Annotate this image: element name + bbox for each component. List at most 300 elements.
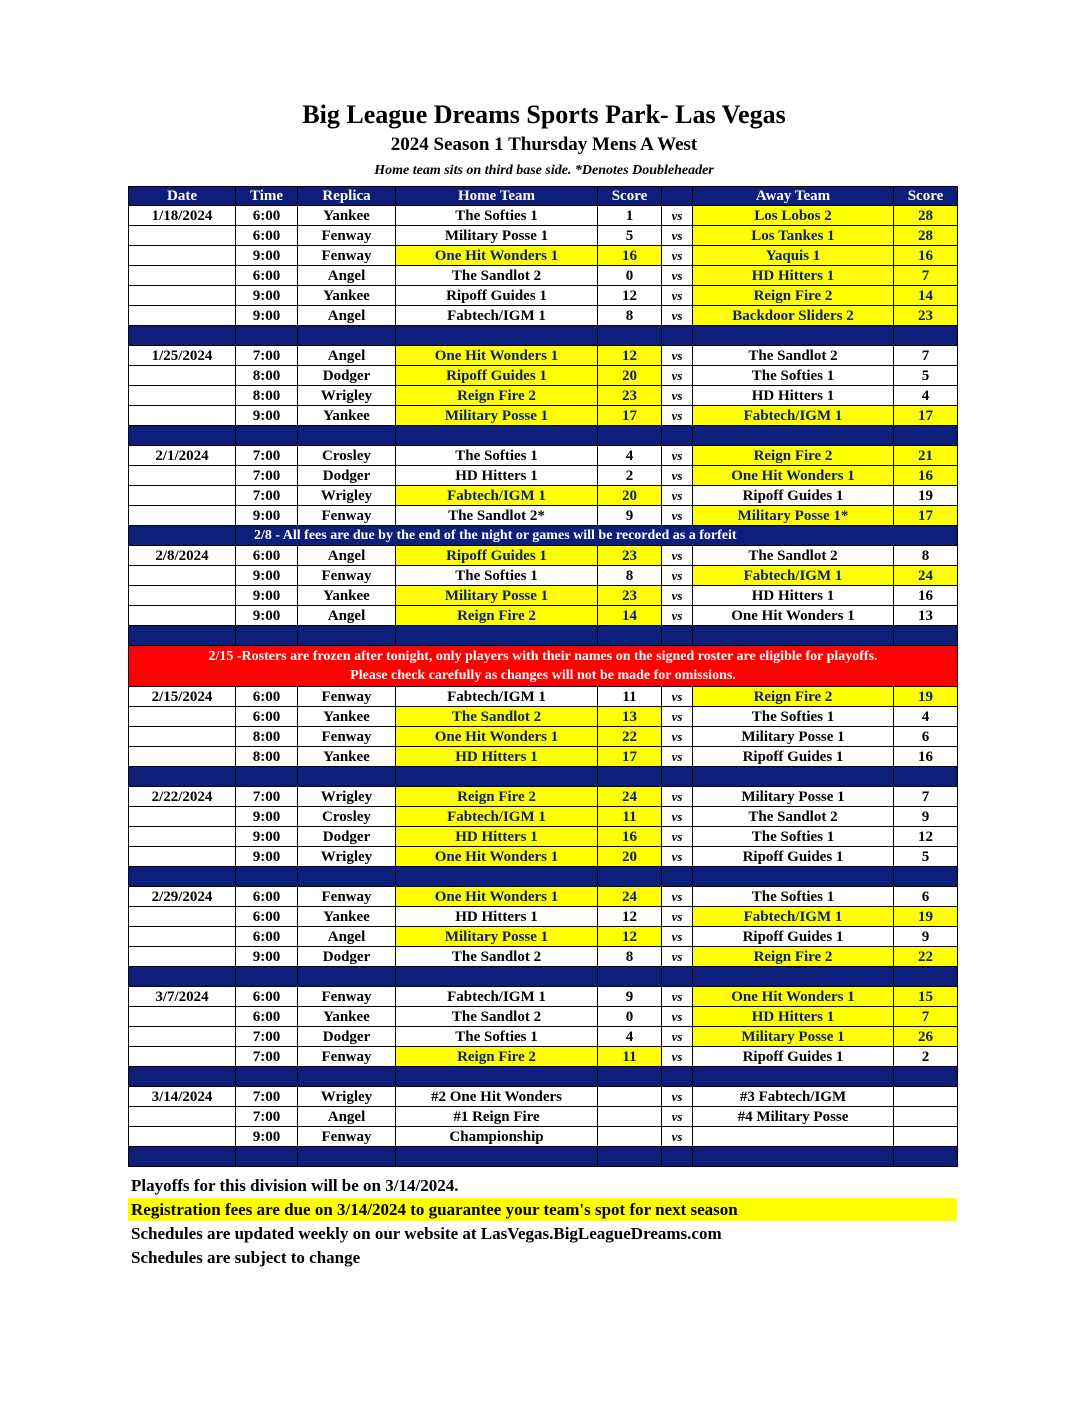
separator-cell: [693, 1147, 894, 1167]
replica-cell: Fenway: [298, 887, 396, 907]
footer-playoffs: Playoffs for this division will be on 3/14/2024.: [131, 1176, 459, 1195]
date-cell: [129, 1027, 236, 1047]
date-cell: [129, 1007, 236, 1027]
vs-cell: vs: [662, 446, 693, 466]
replica-cell: Angel: [298, 546, 396, 566]
away-score-cell: 23: [894, 306, 958, 326]
away-team-cell: The Sandlot 2: [693, 346, 894, 366]
date-cell: 2/1/2024: [129, 446, 236, 466]
away-score-cell: 12: [894, 827, 958, 847]
replica-cell: Fenway: [298, 226, 396, 246]
schedule-body: [129, 206, 958, 1167]
home-team-cell: The Softies 1: [396, 206, 598, 226]
away-score-cell: 9: [894, 807, 958, 827]
vs-cell: vs: [662, 827, 693, 847]
time-cell: 8:00: [236, 747, 298, 767]
separator-cell: [894, 426, 958, 446]
away-score-cell: 16: [894, 747, 958, 767]
replica-cell: Angel: [298, 266, 396, 286]
away-team-cell: Ripoff Guides 1: [693, 1047, 894, 1067]
date-cell: [129, 727, 236, 747]
separator-cell: [298, 626, 396, 646]
home-team-cell: Reign Fire 2: [396, 787, 598, 807]
home-team-cell: One Hit Wonders 1: [396, 246, 598, 266]
date-cell: [129, 486, 236, 506]
away-team-cell: HD Hitters 1: [693, 386, 894, 406]
home-team-cell: The Sandlot 2*: [396, 506, 598, 526]
date-cell: [129, 606, 236, 626]
vs-cell: vs: [662, 687, 693, 707]
game-row: [129, 807, 958, 827]
home-score-cell: 12: [598, 286, 662, 306]
home-team-cell: Reign Fire 2: [396, 1047, 598, 1067]
separator-cell: [236, 1067, 298, 1087]
separator-cell: [129, 867, 236, 887]
game-row: [129, 1107, 958, 1127]
separator-cell: [598, 326, 662, 346]
home-score-cell: 12: [598, 907, 662, 927]
away-score-cell: 19: [894, 907, 958, 927]
vs-cell: vs: [662, 486, 693, 506]
date-cell: 2/15/2024: [129, 687, 236, 707]
header-note: Home team sits on third base side. *Denotes Doubleheader: [374, 163, 714, 178]
vs-cell: vs: [662, 586, 693, 606]
separator-row: [129, 1067, 958, 1087]
away-team-cell: Los Lobos 2: [693, 206, 894, 226]
home-score-cell: 16: [598, 827, 662, 847]
vs-cell: vs: [662, 546, 693, 566]
replica-cell: Wrigley: [298, 486, 396, 506]
separator-cell: [129, 767, 236, 787]
time-cell: 7:00: [236, 486, 298, 506]
time-cell: 6:00: [236, 546, 298, 566]
separator-cell: [298, 1067, 396, 1087]
game-row: [129, 847, 958, 867]
col-header-date: Date: [129, 187, 236, 206]
separator-cell: [298, 967, 396, 987]
time-cell: 6:00: [236, 907, 298, 927]
home-team-cell: Ripoff Guides 1: [396, 286, 598, 306]
home-score-cell: 23: [598, 386, 662, 406]
away-team-cell: HD Hitters 1: [693, 1007, 894, 1027]
away-score-cell: 22: [894, 947, 958, 967]
away-team-cell: One Hit Wonders 1: [693, 466, 894, 486]
time-cell: 8:00: [236, 727, 298, 747]
home-team-cell: Fabtech/IGM 1: [396, 687, 598, 707]
roster-alert-line2: Please check carefully as changes will not be made for omissions.: [350, 668, 736, 683]
home-score-cell: 20: [598, 847, 662, 867]
date-cell: [129, 366, 236, 386]
away-score-cell: 7: [894, 346, 958, 366]
vs-cell: vs: [662, 1127, 693, 1147]
time-cell: 6:00: [236, 266, 298, 286]
separator-cell: [298, 867, 396, 887]
separator-cell: [236, 867, 298, 887]
home-team-cell: The Softies 1: [396, 1027, 598, 1047]
game-row: [129, 366, 958, 386]
home-score-cell: [598, 1107, 662, 1127]
vs-cell: vs: [662, 707, 693, 727]
away-team-cell: Fabtech/IGM 1: [693, 406, 894, 426]
replica-cell: Wrigley: [298, 386, 396, 406]
separator-cell: [894, 326, 958, 346]
game-row: [129, 1047, 958, 1067]
away-team-cell: The Softies 1: [693, 887, 894, 907]
home-score-cell: 16: [598, 246, 662, 266]
time-cell: 6:00: [236, 707, 298, 727]
game-row: [129, 887, 958, 907]
away-score-cell: 5: [894, 847, 958, 867]
time-cell: 7:00: [236, 466, 298, 486]
replica-cell: Angel: [298, 606, 396, 626]
separator-row: [129, 326, 958, 346]
separator-cell: [894, 626, 958, 646]
home-score-cell: 4: [598, 446, 662, 466]
away-score-cell: 7: [894, 787, 958, 807]
separator-cell: [662, 767, 693, 787]
vs-cell: vs: [662, 286, 693, 306]
date-cell: [129, 266, 236, 286]
time-cell: 9:00: [236, 566, 298, 586]
away-team-cell: Military Posse 1*: [693, 506, 894, 526]
home-score-cell: 9: [598, 506, 662, 526]
replica-cell: Yankee: [298, 586, 396, 606]
separator-cell: [894, 767, 958, 787]
time-cell: 7:00: [236, 1087, 298, 1107]
vs-cell: vs: [662, 246, 693, 266]
home-score-cell: 13: [598, 707, 662, 727]
time-cell: 9:00: [236, 286, 298, 306]
date-cell: [129, 707, 236, 727]
date-cell: [129, 1047, 236, 1067]
game-row: [129, 266, 958, 286]
game-row: [129, 687, 958, 707]
home-score-cell: 0: [598, 266, 662, 286]
away-team-cell: Military Posse 1: [693, 727, 894, 747]
home-team-cell: The Softies 1: [396, 566, 598, 586]
separator-row: [129, 967, 958, 987]
separator-cell: [693, 867, 894, 887]
game-row: [129, 206, 958, 226]
away-team-cell: [693, 1127, 894, 1147]
time-cell: 6:00: [236, 206, 298, 226]
time-cell: 9:00: [236, 246, 298, 266]
home-team-cell: Reign Fire 2: [396, 386, 598, 406]
away-score-cell: [894, 1107, 958, 1127]
separator-cell: [129, 1067, 236, 1087]
away-score-cell: 24: [894, 566, 958, 586]
home-score-cell: 0: [598, 1007, 662, 1027]
away-team-cell: Fabtech/IGM 1: [693, 566, 894, 586]
time-cell: 6:00: [236, 226, 298, 246]
game-row: [129, 346, 958, 366]
vs-cell: vs: [662, 206, 693, 226]
away-score-cell: 9: [894, 927, 958, 947]
separator-cell: [598, 867, 662, 887]
separator-cell: [129, 426, 236, 446]
away-score-cell: 15: [894, 987, 958, 1007]
separator-cell: [298, 767, 396, 787]
separator-cell: [236, 326, 298, 346]
home-team-cell: One Hit Wonders 1: [396, 847, 598, 867]
home-team-cell: Military Posse 1: [396, 406, 598, 426]
vs-cell: vs: [662, 386, 693, 406]
date-cell: [129, 406, 236, 426]
separator-cell: [598, 426, 662, 446]
separator-cell: [396, 426, 598, 446]
vs-cell: vs: [662, 606, 693, 626]
time-cell: 9:00: [236, 1127, 298, 1147]
home-team-cell: The Sandlot 2: [396, 947, 598, 967]
replica-cell: Yankee: [298, 707, 396, 727]
separator-cell: [693, 626, 894, 646]
away-team-cell: The Softies 1: [693, 827, 894, 847]
time-cell: 7:00: [236, 346, 298, 366]
game-row: [129, 286, 958, 306]
notice-spacer: [129, 526, 236, 546]
vs-cell: vs: [662, 947, 693, 967]
vs-cell: vs: [662, 466, 693, 486]
away-team-cell: Military Posse 1: [693, 787, 894, 807]
away-score-cell: 13: [894, 606, 958, 626]
table-header-row: [129, 187, 958, 206]
replica-cell: Fenway: [298, 687, 396, 707]
separator-cell: [396, 967, 598, 987]
footer-registration: Registration fees are due on 3/14/2024 to guarantee your team's spot for next season: [128, 1198, 957, 1221]
schedule-table: [128, 186, 958, 1167]
date-cell: [129, 847, 236, 867]
away-team-cell: Backdoor Sliders 2: [693, 306, 894, 326]
home-score-cell: 17: [598, 747, 662, 767]
home-team-cell: One Hit Wonders 1: [396, 887, 598, 907]
away-score-cell: 16: [894, 466, 958, 486]
away-score-cell: [894, 1127, 958, 1147]
home-score-cell: [598, 1127, 662, 1147]
home-score-cell: 5: [598, 226, 662, 246]
separator-cell: [129, 326, 236, 346]
separator-cell: [598, 626, 662, 646]
game-row: [129, 566, 958, 586]
away-score-cell: 6: [894, 727, 958, 747]
separator-cell: [236, 967, 298, 987]
game-row: [129, 506, 958, 526]
time-cell: 9:00: [236, 606, 298, 626]
game-row: [129, 707, 958, 727]
col-header-vs: [662, 187, 693, 206]
separator-cell: [693, 326, 894, 346]
home-score-cell: 11: [598, 1047, 662, 1067]
home-team-cell: Reign Fire 2: [396, 606, 598, 626]
game-row: [129, 787, 958, 807]
time-cell: 9:00: [236, 807, 298, 827]
notice-row: [129, 526, 958, 546]
game-row: [129, 1087, 958, 1107]
home-team-cell: Ripoff Guides 1: [396, 546, 598, 566]
separator-cell: [236, 767, 298, 787]
replica-cell: Dodger: [298, 366, 396, 386]
date-cell: 2/22/2024: [129, 787, 236, 807]
date-cell: [129, 807, 236, 827]
separator-cell: [298, 326, 396, 346]
game-row: [129, 747, 958, 767]
separator-cell: [693, 967, 894, 987]
home-score-cell: 24: [598, 887, 662, 907]
replica-cell: Angel: [298, 306, 396, 326]
game-row: [129, 466, 958, 486]
separator-cell: [129, 1147, 236, 1167]
time-cell: 9:00: [236, 406, 298, 426]
date-cell: [129, 386, 236, 406]
away-score-cell: [894, 1087, 958, 1107]
away-team-cell: Reign Fire 2: [693, 947, 894, 967]
time-cell: 6:00: [236, 687, 298, 707]
game-row: [129, 546, 958, 566]
home-score-cell: 23: [598, 586, 662, 606]
away-score-cell: 5: [894, 366, 958, 386]
time-cell: 6:00: [236, 927, 298, 947]
date-cell: [129, 1127, 236, 1147]
away-score-cell: 7: [894, 1007, 958, 1027]
replica-cell: Fenway: [298, 246, 396, 266]
away-score-cell: 2: [894, 1047, 958, 1067]
away-score-cell: 28: [894, 206, 958, 226]
home-team-cell: Ripoff Guides 1: [396, 366, 598, 386]
game-row: [129, 827, 958, 847]
home-score-cell: 23: [598, 546, 662, 566]
away-team-cell: Ripoff Guides 1: [693, 927, 894, 947]
replica-cell: Crosley: [298, 807, 396, 827]
home-score-cell: 8: [598, 947, 662, 967]
away-team-cell: Ripoff Guides 1: [693, 847, 894, 867]
game-row: [129, 226, 958, 246]
replica-cell: Yankee: [298, 286, 396, 306]
separator-cell: [396, 867, 598, 887]
separator-row: [129, 626, 958, 646]
home-team-cell: The Sandlot 2: [396, 707, 598, 727]
roster-alert-line1: 2/15 -Rosters are frozen after tonight, only players with their names on the signed roster are eligible for playoffs.: [208, 649, 878, 664]
date-cell: 1/25/2024: [129, 346, 236, 366]
home-team-cell: HD Hitters 1: [396, 827, 598, 847]
away-score-cell: 17: [894, 506, 958, 526]
home-team-cell: Military Posse 1: [396, 226, 598, 246]
home-score-cell: 22: [598, 727, 662, 747]
vs-cell: vs: [662, 907, 693, 927]
away-score-cell: 26: [894, 1027, 958, 1047]
away-team-cell: #3 Fabtech/IGM: [693, 1087, 894, 1107]
game-row: [129, 727, 958, 747]
home-team-cell: One Hit Wonders 1: [396, 727, 598, 747]
separator-cell: [894, 1067, 958, 1087]
vs-cell: vs: [662, 1087, 693, 1107]
replica-cell: Yankee: [298, 206, 396, 226]
date-cell: 3/7/2024: [129, 987, 236, 1007]
roster-alert: [129, 646, 958, 687]
date-cell: [129, 907, 236, 927]
game-row: [129, 606, 958, 626]
home-team-cell: #2 One Hit Wonders: [396, 1087, 598, 1107]
separator-cell: [598, 967, 662, 987]
separator-cell: [298, 1147, 396, 1167]
away-team-cell: Fabtech/IGM 1: [693, 907, 894, 927]
separator-cell: [236, 1147, 298, 1167]
home-score-cell: 20: [598, 366, 662, 386]
home-team-cell: One Hit Wonders 1: [396, 346, 598, 366]
game-row: [129, 1007, 958, 1027]
col-header-replica: Replica: [298, 187, 396, 206]
game-row: [129, 1127, 958, 1147]
separator-cell: [662, 967, 693, 987]
time-cell: 8:00: [236, 386, 298, 406]
vs-cell: vs: [662, 566, 693, 586]
replica-cell: Fenway: [298, 506, 396, 526]
vs-cell: vs: [662, 847, 693, 867]
replica-cell: Yankee: [298, 406, 396, 426]
separator-cell: [598, 1067, 662, 1087]
home-team-cell: Fabtech/IGM 1: [396, 807, 598, 827]
away-score-cell: 4: [894, 707, 958, 727]
vs-cell: vs: [662, 406, 693, 426]
time-cell: 7:00: [236, 446, 298, 466]
separator-cell: [236, 626, 298, 646]
date-cell: [129, 927, 236, 947]
vs-cell: vs: [662, 1047, 693, 1067]
home-score-cell: 14: [598, 606, 662, 626]
page-title: Big League Dreams Sports Park- Las Vegas: [302, 100, 786, 129]
away-team-cell: Reign Fire 2: [693, 286, 894, 306]
away-team-cell: HD Hitters 1: [693, 586, 894, 606]
separator-row: [129, 867, 958, 887]
time-cell: 9:00: [236, 306, 298, 326]
vs-cell: vs: [662, 807, 693, 827]
home-score-cell: 12: [598, 346, 662, 366]
separator-cell: [693, 1067, 894, 1087]
replica-cell: Dodger: [298, 466, 396, 486]
date-cell: [129, 226, 236, 246]
home-team-cell: Military Posse 1: [396, 927, 598, 947]
away-score-cell: 16: [894, 246, 958, 266]
separator-cell: [129, 967, 236, 987]
replica-cell: Yankee: [298, 747, 396, 767]
replica-cell: Angel: [298, 927, 396, 947]
home-score-cell: 12: [598, 927, 662, 947]
away-team-cell: The Softies 1: [693, 707, 894, 727]
separator-cell: [662, 426, 693, 446]
time-cell: 9:00: [236, 947, 298, 967]
separator-cell: [396, 767, 598, 787]
replica-cell: Fenway: [298, 1047, 396, 1067]
home-score-cell: 11: [598, 807, 662, 827]
col-header-home-team: Home Team: [396, 187, 598, 206]
home-score-cell: 24: [598, 787, 662, 807]
vs-cell: vs: [662, 306, 693, 326]
home-score-cell: 9: [598, 987, 662, 1007]
home-team-cell: Championship: [396, 1127, 598, 1147]
vs-cell: vs: [662, 346, 693, 366]
game-row: [129, 927, 958, 947]
home-score-cell: 20: [598, 486, 662, 506]
away-score-cell: 4: [894, 386, 958, 406]
separator-row: [129, 426, 958, 446]
time-cell: 6:00: [236, 987, 298, 1007]
replica-cell: Fenway: [298, 1127, 396, 1147]
away-score-cell: 14: [894, 286, 958, 306]
away-score-cell: 7: [894, 266, 958, 286]
home-score-cell: 1: [598, 206, 662, 226]
date-cell: [129, 566, 236, 586]
replica-cell: Fenway: [298, 727, 396, 747]
away-score-cell: 17: [894, 406, 958, 426]
game-row: [129, 386, 958, 406]
